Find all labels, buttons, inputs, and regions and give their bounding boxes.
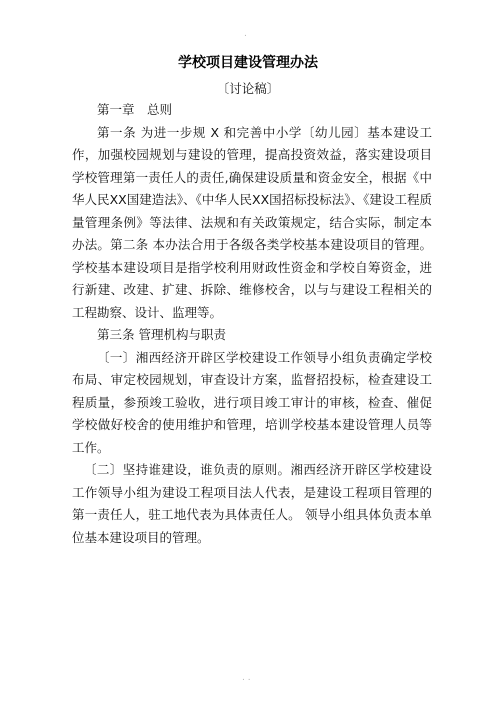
document-body xyxy=(72,99,432,549)
article-1-2-paragraph: 第一条 为进一步规 X 和完善中小学〔幼儿园〕基本建设工作，加强校园规划与建设的管理，提高投资效益，落实建设项目学校管理第一责任人的责任,确保建设质量和资金安全，根据《中华人民XX国建造法》、《中华人民XX国招标投标法》、《建设工程质量管理条例》等法律、法规和有关政策规定，结合实际，制定本办法。第二条 本办法合用于各级各类学校基本建设项目的管理。 学校基本建设项目是指学校利用财政性资金和学校自筹资金，进行新建、改建、扩建、拆除、维修校舍，以与与建设工程相关的工程勘察、设计、监理等。 xyxy=(72,124,432,320)
document-subtitle: 〔讨论稿〕 xyxy=(216,81,280,96)
item-2-paragraph: 〔二〕坚持谁建设，谁负责的原则。湘西经济开辟区学校建设工作领导小组为建设工程项目法人代表，是建设工程项目管理的第一责任人，驻工地代表为具体责任人。 领导小组具体负责本单位基本建设项目的管理。 xyxy=(72,462,432,545)
page-mark-bottom: . . xyxy=(242,673,251,683)
chapter-heading: 第一章 总则 xyxy=(97,102,173,117)
page-mark-top: . xyxy=(244,29,247,39)
article-3-heading: 第三条 管理机构与职责 xyxy=(97,327,226,342)
item-1-paragraph: 〔一〕湘西经济开辟区学校建设工作领导小组负责确定学校布局、审定校园规划，审查设计方案，监督招投标，检查建设工程质量，参预竣工验收，进行项目竣工审计的审核，检查、催促学校做好校舍的使用维护和管理，培训学校基本建设管理人员等工作。 xyxy=(72,349,432,455)
document-title: 学校项目建设管理办法 xyxy=(178,55,318,71)
